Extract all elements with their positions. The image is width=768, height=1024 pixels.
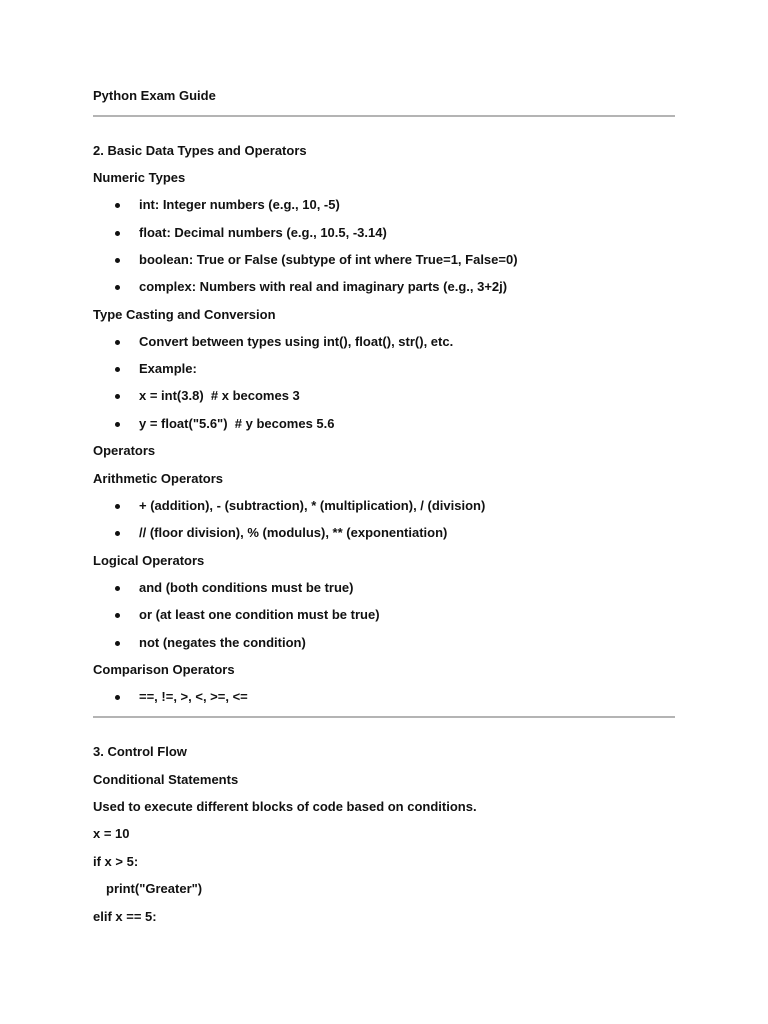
- list-item-text: or (at least one condition must be true): [139, 607, 380, 622]
- code-line: print("Greater"): [106, 881, 203, 896]
- bullet-icon: [115, 394, 120, 399]
- bullet-icon: [115, 258, 120, 263]
- bullet-icon: [115, 586, 120, 591]
- list-item-text: + (addition), - (subtraction), * (multiplication), / (division): [139, 498, 486, 513]
- bullet-icon: [115, 422, 120, 427]
- subheading-numeric-types: Numeric Types: [93, 170, 186, 185]
- list-item-text: not (negates the condition): [139, 635, 306, 650]
- subheading-logical-operators: Logical Operators: [93, 553, 205, 568]
- list-item-text: x = int(3.8) # x becomes 3: [139, 388, 300, 403]
- bullet-icon: [115, 641, 120, 646]
- subheading-comparison-operators: Comparison Operators: [93, 662, 235, 677]
- subheading-type-casting: Type Casting and Conversion: [93, 307, 276, 322]
- list-item-text: // (floor division), % (modulus), ** (exponentiation): [139, 525, 448, 540]
- list-item-text: Example:: [139, 361, 197, 376]
- list-item-text: complex: Numbers with real and imaginary parts (e.g., 3+2j): [139, 279, 508, 294]
- section-heading-basic-data-types: 2. Basic Data Types and Operators: [93, 143, 307, 158]
- code-line: elif x == 5:: [93, 909, 157, 924]
- bullet-icon: [115, 367, 120, 372]
- bullet-icon: [115, 231, 120, 236]
- bullet-icon: [115, 285, 120, 290]
- code-line: x = 10: [93, 826, 130, 841]
- bullet-icon: [115, 695, 120, 700]
- list-item-text: and (both conditions must be true): [139, 580, 354, 595]
- list-item-text: y = float("5.6") # y becomes 5.6: [139, 416, 335, 431]
- code-line: if x > 5:: [93, 854, 139, 869]
- bullet-icon: [115, 203, 120, 208]
- paragraph-description: Used to execute different blocks of code based on conditions.: [93, 799, 477, 814]
- horizontal-rule: [93, 716, 675, 718]
- list-item-text: Convert between types using int(), float(), str(), etc.: [139, 334, 454, 349]
- list-item-text: ==, !=, >, <, >=, <=: [139, 689, 248, 704]
- list-item-text: int: Integer numbers (e.g., 10, -5): [139, 197, 340, 212]
- bullet-icon: [115, 531, 120, 536]
- document-title: Python Exam Guide: [93, 88, 216, 103]
- section-heading-control-flow: 3. Control Flow: [93, 744, 187, 759]
- bullet-icon: [115, 504, 120, 509]
- subheading-arithmetic-operators: Arithmetic Operators: [93, 471, 224, 486]
- horizontal-rule: [93, 115, 675, 117]
- bullet-icon: [115, 340, 120, 345]
- subheading-conditional-statements: Conditional Statements: [93, 772, 239, 787]
- bullet-icon: [115, 613, 120, 618]
- subheading-operators: Operators: [93, 443, 156, 458]
- list-item-text: float: Decimal numbers (e.g., 10.5, -3.14): [139, 225, 387, 240]
- list-item-text: boolean: True or False (subtype of int where True=1, False=0): [139, 252, 518, 267]
